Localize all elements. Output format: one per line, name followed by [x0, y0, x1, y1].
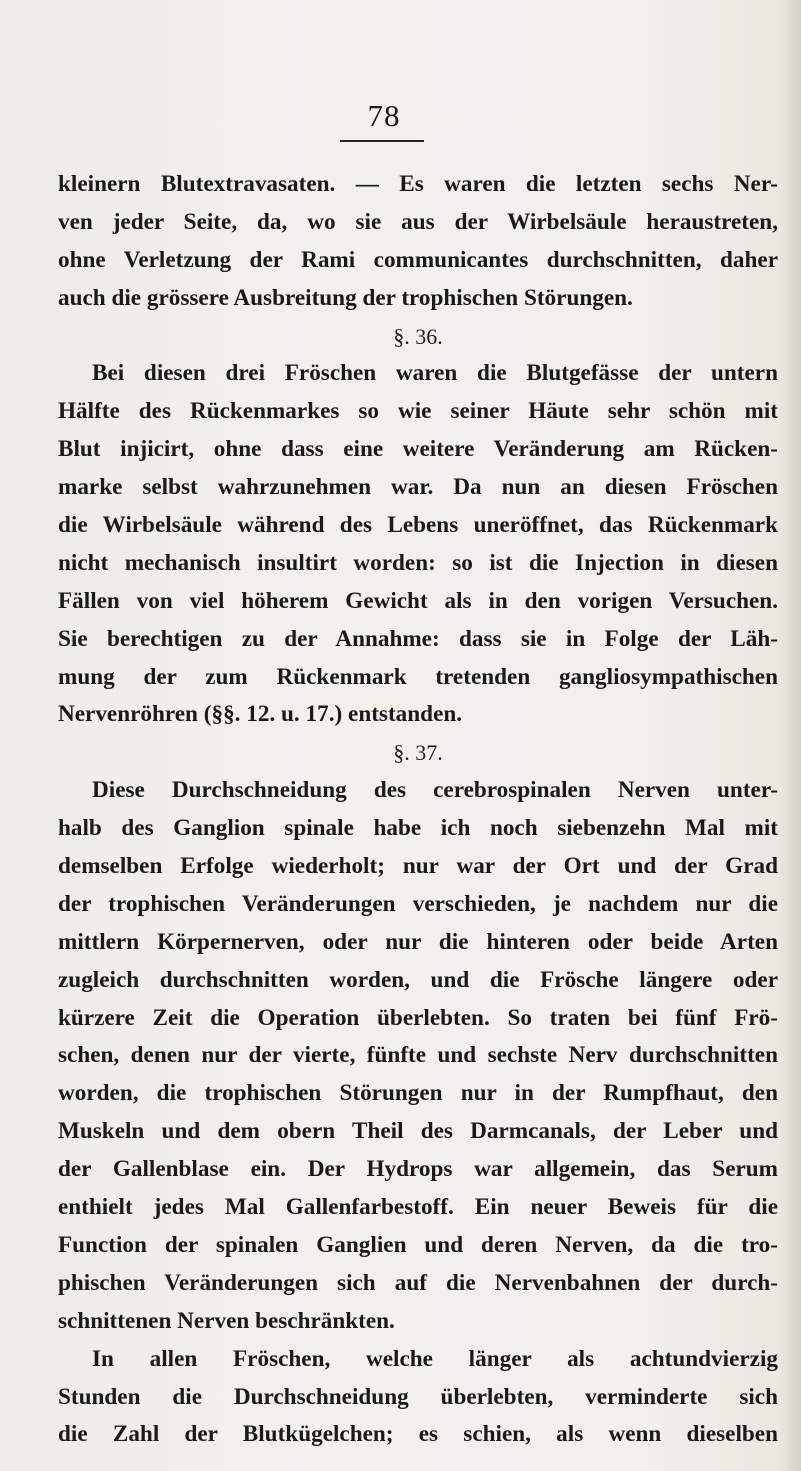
text-line: phischen Veränderungen sich auf die Nervenbahnen der durch-: [58, 1269, 778, 1296]
text-line: die Zahl der Blutkügelchen; es schien, als wenn dieselben: [58, 1421, 778, 1448]
text-line: Blut injicirt, ohne dass eine weitere Veränderung am Rücken-: [58, 436, 778, 463]
text-line: Nervenröhren (§§. 12. u. 17.) entstanden.: [58, 701, 463, 728]
text-line: In allen Fröschen, welche länger als achtundvierzig: [92, 1345, 778, 1372]
text-line: ven jeder Seite, da, wo sie aus der Wirbelsäule heraustreten,: [58, 208, 778, 235]
text-line: mung der zum Rückenmark tretenden gangliosympathischen: [58, 663, 778, 690]
text-line: die Wirbelsäule während des Lebens uneröffnet, das Rückenmark: [58, 512, 778, 539]
text-line: halb des Ganglion spinale habe ich noch siebenzehn Mal mit: [58, 815, 778, 842]
page-edge-shadow: [779, 0, 801, 1471]
text-line: Sie berechtigen zu der Annahme: dass sie in Folge der Läh-: [58, 625, 778, 652]
text-line: Stunden die Durchschneidung überlebten, verminderte sich: [58, 1383, 778, 1410]
text-line: worden, die trophischen Störungen nur in der Rumpfhaut, den: [58, 1080, 778, 1107]
text-line: Muskeln und dem obern Theil des Darmcanals, der Leber und: [58, 1118, 778, 1145]
text-line: Fällen von viel höherem Gewicht als in den vorigen Versuchen.: [58, 587, 778, 614]
text-line: Bei diesen drei Fröschen waren die Blutgefässe der untern: [92, 360, 778, 387]
text-line: Function der spinalen Ganglien und deren Nerven, da die tro-: [58, 1231, 778, 1258]
text-line: zugleich durchschnitten worden, und die Frösche längere oder: [58, 966, 778, 993]
page-text: [58, 166, 778, 1454]
text-line: Hälfte des Rückenmarkes so wie seiner Häute sehr schön mit: [58, 398, 778, 425]
text-line: Diese Durchschneidung des cerebrospinalen Nerven unter-: [92, 777, 778, 804]
text-line: schen, denen nur der vierte, fünfte und sechste Nerv durchschnitten: [58, 1042, 778, 1069]
text-line: kleinern Blutextravasaten. — Es waren die letzten sechs Ner-: [58, 171, 778, 197]
text-line: enthielt jedes Mal Gallenfarbestoff. Ein neuer Beweis für die: [58, 1194, 778, 1221]
section-heading: §. 36.: [393, 323, 443, 349]
text-line: schnittenen Nerven beschränkten.: [58, 1307, 395, 1334]
text-line: nicht mechanisch insultirt worden: so ist die Injection in diesen: [58, 549, 778, 576]
page-number: 78: [367, 98, 401, 133]
text-line: kürzere Zeit die Operation überlebten. So traten bei fünf Frö-: [58, 1004, 778, 1031]
text-line: ohne Verletzung der Rami communicantes durchschnitten, daher: [58, 246, 778, 273]
page-number-rule: [340, 140, 424, 142]
text-line: mittlern Körpernerven, oder nur die hinteren oder beide Arten: [58, 928, 778, 955]
text-line: der Gallenblase ein. Der Hydrops war allgemein, das Serum: [58, 1156, 778, 1183]
section-heading: §. 37.: [393, 740, 443, 766]
text-line: der trophischen Veränderungen verschieden, je nachdem nur die: [58, 890, 778, 917]
text-line: demselben Erfolge wiederholt; nur war der Ort und der Grad: [58, 853, 778, 880]
text-line: auch die grössere Ausbreitung der trophischen Störungen.: [58, 284, 633, 311]
text-line: marke selbst wahrzunehmen war. Da nun an diesen Fröschen: [58, 474, 778, 501]
